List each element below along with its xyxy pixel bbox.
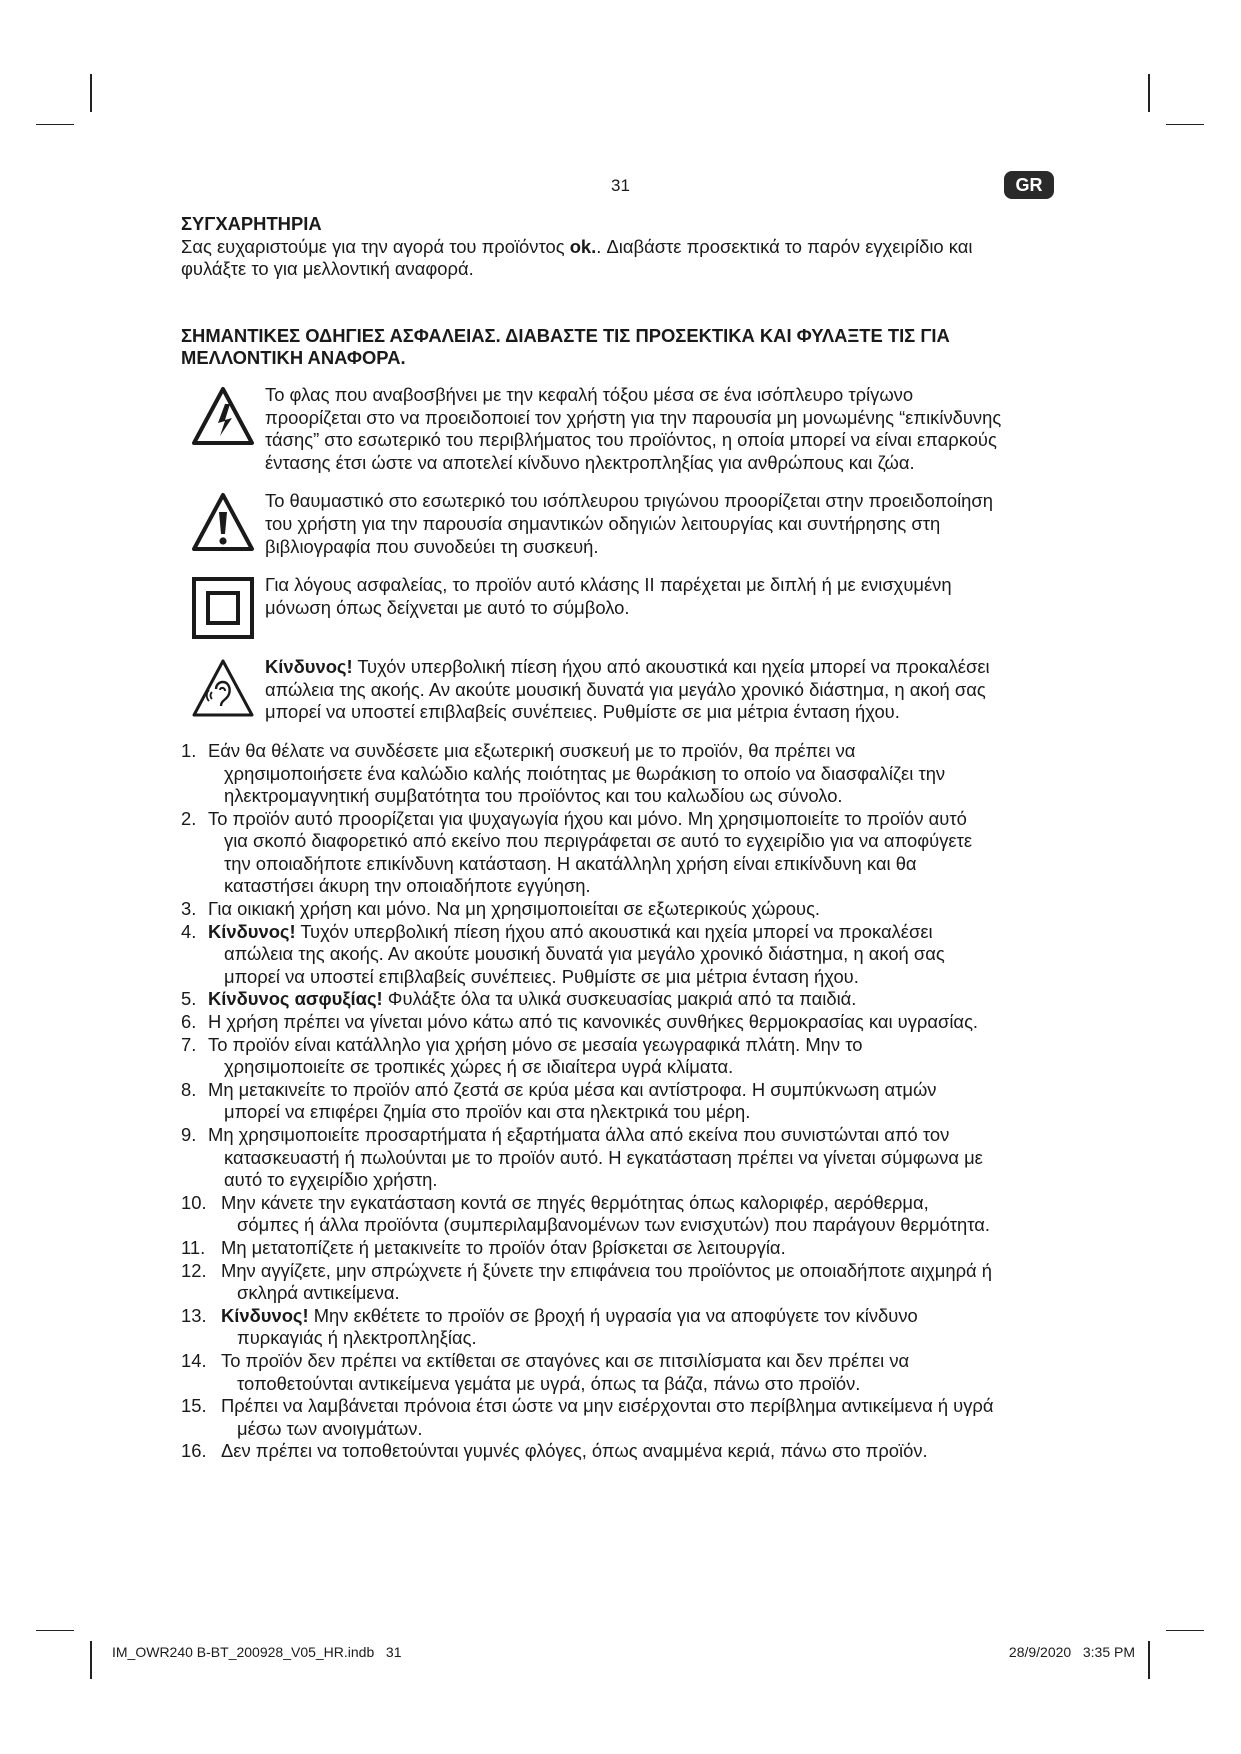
list-item: 11. Μη μετατοπίζετε ή μετακινείτε το προϊόν όταν βρίσκεται σε λειτουργία. bbox=[181, 1236, 786, 1258]
safety-list bbox=[181, 740, 1061, 1463]
list-item: 2. Το προϊόν αυτό προορίζεται για ψυχαγωγία ήχου και μόνο. Μη χρησιμοποιείτε το προϊόν αυτό για σκοπό διαφορετικό από εκείνο που περιγράφεται σε αυτό το εγχειρίδιο για να αποφύγετε την οποιαδήποτε επικίνδυνη κατάσταση. Η ακατάλληλη χρήση είναι επικίνδυνη και θα καταστήσει άκυρη την οποιαδήποτε εγγύηση. bbox=[181, 807, 973, 897]
language-badge: GR bbox=[1004, 171, 1054, 199]
warning-text: Κίνδυνος! Τυχόν υπερβολική πίεση ήχου από ακουστικά και ηχεία μπορεί να προκαλέσει απώλεια της ακοής. Αν ακούτε μουσική δυνατά για μεγάλο χρονικό διάστημα, η ακοή σας μπορεί να υποστεί επιβλαβείς συνέπειες. Ρυθμίστε σε μια μέτρια ένταση ήχου. bbox=[265, 656, 990, 723]
crop-mark bbox=[90, 74, 92, 112]
list-item: 13. Κίνδυνος! Μην εκθέτετε το προϊόν σε βροχή ή υγρασία για να αποφύγετε τον κίνδυνο πυρκαγιάς ή ηλεκτροπληξίας. bbox=[181, 1304, 918, 1349]
warning-block bbox=[181, 574, 1061, 640]
footer-datetime: 28/9/2020 3:35 PM bbox=[1008, 1644, 1135, 1660]
brand-name: ok. bbox=[569, 235, 597, 257]
double-square-icon bbox=[181, 574, 265, 640]
crop-mark bbox=[36, 1630, 74, 1631]
list-item: 4. Κίνδυνος! Τυχόν υπερβολική πίεση ήχου από ακουστικά και ηχεία μπορεί να προκαλέσει απώλεια της ακοής. Αν ακούτε μουσική δυνατά για μεγάλο χρονικό διάστημα, η ακοή σας μπορεί να υποστεί επιβλαβείς συνέπειες. Ρυθμίστε σε μια μέτρια ένταση ήχου. bbox=[181, 920, 945, 987]
crop-mark bbox=[1166, 1630, 1204, 1631]
list-item: 8. Μη μετακινείτε το προϊόν από ζεστά σε κρύα μέσα και αντίστροφα. Η συμπύκνωση ατμών μπορεί να επιφέρει ζημία στο προϊόν και στα ηλεκτρικά του μέρη. bbox=[181, 1078, 937, 1123]
list-item: 15. Πρέπει να λαμβάνεται πρόνοια έτσι ώστε να μην εισέρχονται στο περίβλημα αντικείμενα ή υγρά μέσω των ανοιγμάτων. bbox=[181, 1395, 994, 1439]
list-item: 9. Μη χρησιμοποιείτε προσαρτήματα ή εξαρτήματα άλλα από εκείνα που συνιστώνται από τον κατασκευαστή ή πωλούνται με το προϊόν αυτό. Η εγκατάσταση πρέπει να γίνεται σύμφωνα με αυτό το εγχειρίδιο χρήστη. bbox=[181, 1124, 983, 1191]
page-number: 31 bbox=[611, 176, 630, 195]
safety-title: ΣΗΜΑΝΤΙΚΕΣ ΟΔΗΓΙΕΣ ΑΣΦΑΛΕΙΑΣ. ΔΙΑΒΑΣΤΕ ΤΙΣ ΠΡΟΣΕΚΤΙΚΑ ΚΑΙ ΦΥΛΑΞΤΕ ΤΙΣ ΓΙΑ ΜΕΛΛΟΝΤΙΚΗ ΑΝΑΦΟΡΑ. bbox=[181, 324, 950, 369]
list-item: 12. Μην αγγίζετε, μην σπρώχνετε ή ξύνετε την επιφάνεια του προϊόντος με οποιαδήποτε αιχμηρά ή σκληρά αντικείμενα. bbox=[181, 1259, 993, 1304]
lightning-triangle-icon bbox=[181, 384, 265, 446]
list-item: 7. Το προϊόν είναι κατάλληλο για χρήση μόνο σε μεσαία γεωγραφικά πλάτη. Μην το χρησιμοποιείτε σε τροπικές χώρες ή σε ιδιαίτερα υγρά κλίματα. bbox=[181, 1033, 863, 1078]
warning-text: Το φλας που αναβοσβήνει με την κεφαλή τόξου μέσα σε ένα ισόπλευρο τρίγωνο προορίζεται στο να προειδοποιεί τον χρήστη για την παρουσία μη μονωμένης “επικίνδυνης τάσης” στο εσωτερικό του περιβλήματος του προϊόντος, η οποία μπορεί να είναι επαρκούς έντασης έτσι ώστε να αποτελεί κίνδυνο ηλεκτροπληξίας για ανθρώπους και ζώα. bbox=[265, 383, 1002, 473]
exclamation-triangle-icon bbox=[181, 490, 265, 552]
list-item: 1. Εάν θα θέλατε να συνδέσετε μια εξωτερική συσκευή με το προϊόν, θα πρέπει να χρησιμοποιήσετε ένα καλώδιο καλής ποιότητας με θωράκιση το οποίο να διασφαλίζει την ηλεκτρομαγνητική συμβατότητα του προϊόντος και του καλωδίου ως σύνολο. bbox=[181, 739, 946, 807]
list-item: 5. Κίνδυνος ασφυξίας! Φυλάξτε όλα τα υλικά συσκευασίας μακριά από τα παιδιά. bbox=[181, 988, 857, 1010]
list-item: 10. Μην κάνετε την εγκατάσταση κοντά σε πηγές θερμότητας όπως καλοριφέρ, αερόθερμα, σόμπες ή άλλα προϊόντα (συμπεριλαμβανομένων των ενισχυτών) που παράγουν θερμότητα. bbox=[181, 1191, 990, 1236]
crop-mark bbox=[1148, 74, 1150, 112]
intro-text: Σας ευχαριστούμε για την αγορά του προϊόντος ok.. Διαβάστε προσεκτικά το παρόν εγχειρίδιο και φυλάξτε το για μελλοντική αναφορά. bbox=[181, 235, 973, 280]
footer-file-info: IM_OWR240 B-BT_200928_V05_HR.indb 31 bbox=[112, 1644, 402, 1660]
warning-text: Το θαυμαστικό στο εσωτερικό του ισόπλευρου τριγώνου προορίζεται στην προειδοποίηση του χρήστη για την παρουσία σημαντικών οδηγιών λειτουργίας και συντήρησης στη βιβλιογραφία που συνοδεύει τη συσκευή. bbox=[265, 490, 993, 557]
warning-text: Για λόγους ασφαλείας, το προϊόν αυτό κλάσης II παρέχεται με διπλή ή με ενισχυμένη μόνωση όπως δείχνεται με αυτό το σύμβολο. bbox=[265, 574, 952, 618]
crop-mark bbox=[1166, 124, 1204, 125]
crop-mark bbox=[90, 1641, 92, 1679]
hearing-warning-icon bbox=[181, 656, 265, 718]
warning-block bbox=[181, 384, 1061, 474]
list-item: 14. Το προϊόν δεν πρέπει να εκτίθεται σε σταγόνες και σε πιτσιλίσματα και δεν πρέπει να τοποθετούνται αντικείμενα γεμάτα με υγρά, όπως τα βάζα, πάνω στο προϊόν. bbox=[181, 1349, 910, 1394]
crop-mark bbox=[36, 124, 74, 125]
warning-block bbox=[181, 656, 1061, 724]
list-item: 3. Για οικιακή χρήση και μόνο. Να μη χρησιμοποιείται σε εξωτερικούς χώρους. bbox=[181, 898, 821, 920]
warning-block bbox=[181, 490, 1061, 558]
list-item: 16. Δεν πρέπει να τοποθετούνται γυμνές φλόγες, όπως αναμμένα κεριά, πάνω στο προϊόν. bbox=[181, 1440, 928, 1462]
crop-mark bbox=[1148, 1641, 1150, 1679]
intro-title: ΣΥΓΧΑΡΗΤΗΡΙΑ bbox=[181, 213, 322, 234]
list-item: 6. Η χρήση πρέπει να γίνεται μόνο κάτω από τις κανονικές συνθήκες θερμοκρασίας και υγρασίας. bbox=[181, 1011, 979, 1033]
main-content bbox=[181, 213, 1061, 1463]
